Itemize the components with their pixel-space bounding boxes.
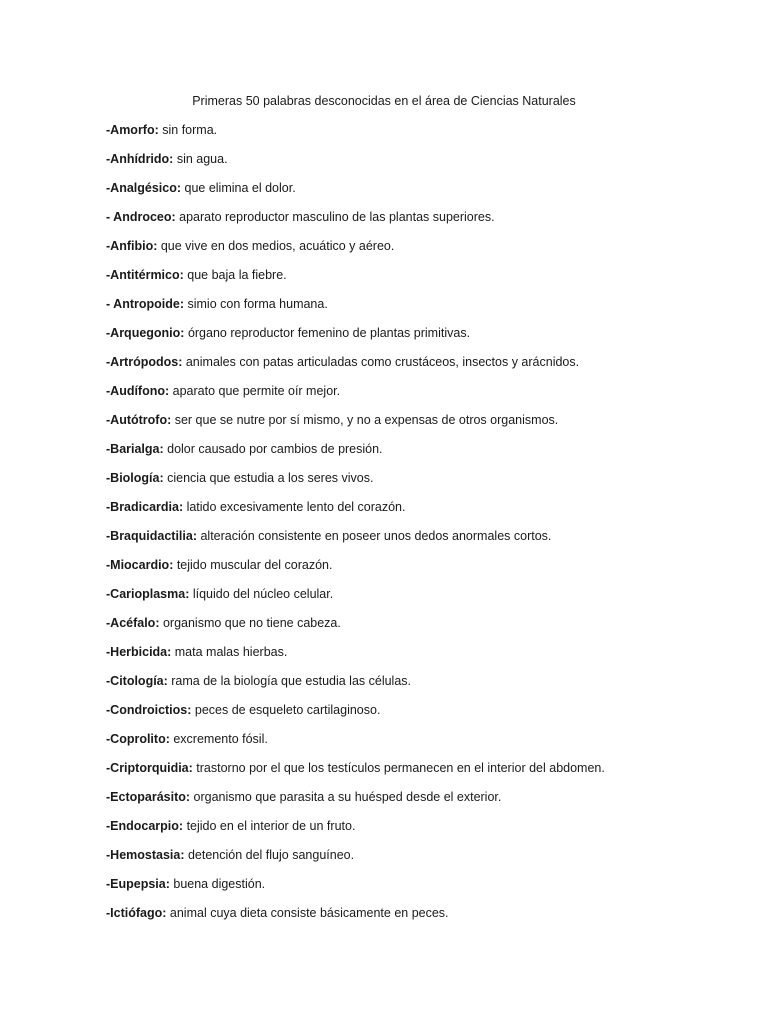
glossary-entry: [106, 847, 605, 876]
glossary-definition: animal cuya dieta consiste básicamente en peces.: [166, 906, 449, 920]
glossary-term: -Anfibio:: [106, 239, 158, 253]
glossary-term: -Anhídrido:: [106, 152, 174, 166]
glossary-entry: [106, 731, 605, 760]
glossary-definition: tejido en el interior de un fruto.: [183, 819, 356, 833]
glossary-term: -Antitérmico:: [106, 268, 184, 282]
glossary-term: -Ectoparásito:: [106, 790, 191, 804]
glossary-definition: animales con patas articuladas como crustáceos, insectos y arácnidos.: [182, 355, 580, 369]
glossary-entry: [106, 673, 605, 702]
glossary-definition: sin forma.: [158, 123, 218, 137]
glossary-term: -Ictiófago:: [106, 906, 167, 920]
glossary-definition: que vive en dos medios, acuático y aéreo.: [157, 239, 395, 253]
glossary-term: -Biología:: [106, 471, 164, 485]
glossary-term: -Arquegonio:: [106, 326, 185, 340]
glossary-definition: simio con forma humana.: [184, 297, 328, 311]
glossary-definition: tejido muscular del corazón.: [173, 558, 333, 572]
glossary-term: -Artrópodos:: [106, 355, 183, 369]
glossary-definition: que baja la fiebre.: [183, 268, 287, 282]
glossary-definition: rama de la biología que estudia las células.: [167, 674, 412, 688]
glossary-term: -Autótrofo:: [106, 413, 172, 427]
glossary-definition: sin agua.: [173, 152, 228, 166]
glossary-definition: ser que se nutre por sí mismo, y no a expensas de otros organismos.: [171, 413, 559, 427]
glossary-term: -Acéfalo:: [106, 616, 160, 630]
glossary-term: -Carioplasma:: [106, 587, 190, 601]
glossary-entry: [106, 760, 605, 789]
glossary-definition: alteración consistente en poseer unos dedos anormales cortos.: [197, 529, 552, 543]
glossary-entry: [106, 238, 605, 267]
glossary-definition: mata malas hierbas.: [171, 645, 288, 659]
glossary-entry: [106, 499, 605, 528]
glossary-definition: peces de esqueleto cartilaginoso.: [191, 703, 381, 717]
glossary-term: -Bradicardia:: [106, 500, 184, 514]
glossary-term: -Coprolito:: [106, 732, 170, 746]
glossary-term: - Androceo:: [106, 210, 176, 224]
glossary-entry: [106, 702, 605, 731]
glossary-term: - Antropoide:: [106, 297, 184, 311]
glossary-definition: organismo que parasita a su huésped desde el exterior.: [190, 790, 502, 804]
glossary-entry: [106, 180, 605, 209]
glossary-entry: [106, 905, 605, 934]
glossary-definition: líquido del núcleo celular.: [189, 587, 334, 601]
glossary-entry: [106, 325, 605, 354]
glossary-entry: [106, 151, 605, 180]
glossary-definition: excremento fósil.: [169, 732, 268, 746]
glossary-entry: [106, 354, 605, 383]
glossary-entry: [106, 876, 605, 905]
glossary-term: -Citología:: [106, 674, 168, 688]
document-title: Primeras 50 palabras desconocidas en el área de Ciencias Naturales: [192, 94, 576, 108]
glossary-term: -Endocarpio:: [106, 819, 184, 833]
glossary-entry: [106, 267, 605, 296]
glossary-term: -Herbicida:: [106, 645, 172, 659]
glossary-entry: [106, 296, 605, 325]
glossary-term: -Braquidactilia:: [106, 529, 197, 543]
glossary-entry: [106, 412, 605, 441]
glossary-term: -Miocardio:: [106, 558, 174, 572]
glossary-definition: trastorno por el que los testículos permanecen en el interior del abdomen.: [192, 761, 605, 775]
glossary-entry: [106, 789, 605, 818]
glossary-definition: que elimina el dolor.: [181, 181, 296, 195]
glossary-entry: [106, 586, 605, 615]
glossary-term: -Criptorquidia:: [106, 761, 193, 775]
glossary-definition: organismo que no tiene cabeza.: [159, 616, 341, 630]
glossary-term: -Condroictios:: [106, 703, 192, 717]
glossary-definition: ciencia que estudia a los seres vivos.: [163, 471, 374, 485]
glossary-entry: [106, 528, 605, 557]
glossary-entry: [106, 818, 605, 847]
glossary-term: -Amorfo:: [106, 123, 159, 137]
glossary-entry: [106, 557, 605, 586]
glossary-list: [106, 122, 605, 934]
glossary-entry: [106, 441, 605, 470]
glossary-definition: buena digestión.: [169, 877, 266, 891]
glossary-definition: latido excesivamente lento del corazón.: [183, 500, 406, 514]
glossary-definition: dolor causado por cambios de presión.: [163, 442, 383, 456]
glossary-definition: aparato que permite oír mejor.: [169, 384, 341, 398]
glossary-entry: [106, 122, 605, 151]
glossary-term: -Eupepsia:: [106, 877, 170, 891]
glossary-entry: [106, 209, 605, 238]
glossary-term: -Hemostasia:: [106, 848, 185, 862]
glossary-entry: [106, 383, 605, 412]
glossary-entry: [106, 644, 605, 673]
glossary-term: -Analgésico:: [106, 181, 182, 195]
glossary-definition: órgano reproductor femenino de plantas primitivas.: [184, 326, 471, 340]
glossary-definition: detención del flujo sanguíneo.: [184, 848, 355, 862]
glossary-term: -Audífono:: [106, 384, 170, 398]
glossary-entry: [106, 470, 605, 499]
glossary-definition: aparato reproductor masculino de las plantas superiores.: [175, 210, 495, 224]
glossary-entry: [106, 615, 605, 644]
glossary-term: -Barialga:: [106, 442, 164, 456]
